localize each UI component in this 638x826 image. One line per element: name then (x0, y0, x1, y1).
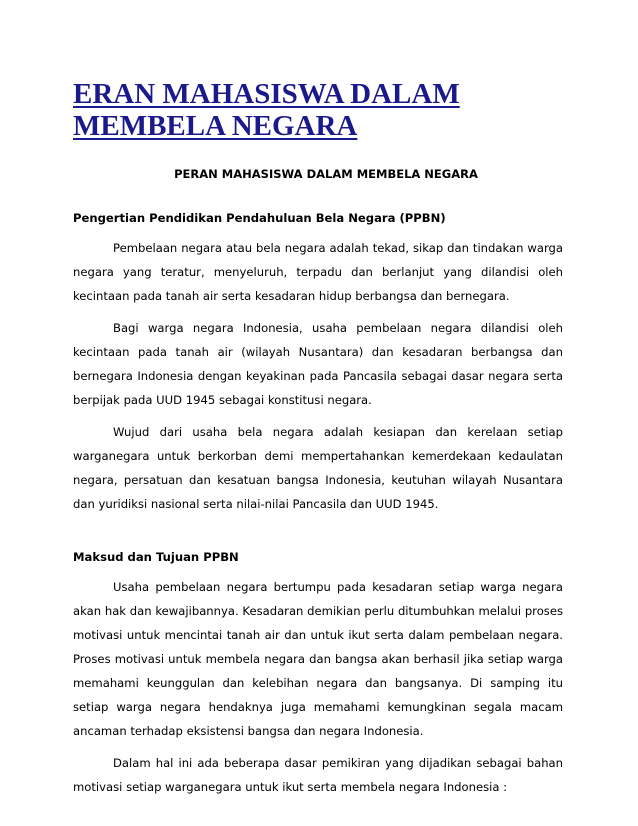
paragraph: Bagi warga negara Indonesia, usaha pembelaan negara dilandisi oleh kecintaan pada tanah air (wilayah Nusantara) dan kesadaran berbangsa dan bernegara Indonesia dengan keyakinan pada Pancasila sebagai dasar negara serta berpijak pada UUD 1945 sebagai konstitusi negara. (73, 321, 563, 407)
paragraph: Usaha pembelaan negara bertumpu pada kesadaran setiap warga negara akan hak dan kewajibannya. Kesadaran demikian perlu ditumbuhkan melalui proses motivasi untuk mencintai tanah air dan untuk ikut serta dalam pembelaan negara. Proses motivasi untuk membela negara dan bangsa akan berhasil jika setiap warga memahami keunggulan dan kelebihan negara dan bangsanya. Di samping itu setiap warga negara hendaknya juga memahami kemungkinan segala macam ancaman terhadap eksistensi bangsa dan negara Indonesia. (73, 580, 563, 738)
section-heading-maksud-tujuan: Maksud dan Tujuan PPBN (73, 550, 239, 564)
document-body (73, 210, 563, 799)
paragraph: Pembelaan negara atau bela negara adalah tekad, sikap dan tindakan warga negara yang teratur, menyeluruh, terpadu dan berlanjut yang dilandisi oleh kecintaan pada tanah air serta kesadaran hidup berbangsa dan bernegara. (73, 241, 563, 303)
paragraph: Dalam hal ini ada beberapa dasar pemikiran yang dijadikan sebagai bahan motivasi setiap warganegara untuk ikut serta membela negara Indonesia : (73, 756, 563, 794)
paragraph: Wujud dari usaha bela negara adalah kesiapan dan kerelaan setiap warganegara untuk berkorban demi mempertahankan kemerdekaan kedaulatan negara, persatuan dan kesatuan bangsa Indonesia, keutuhan wilayah Nusantara dan yuridiksi nasional serta nilai-nilai Pancasila dan UUD 1945. (73, 425, 563, 511)
document-title[interactable]: ERAN MAHASISWA DALAM MEMBELA NEGARA (73, 78, 460, 142)
section-heading-ppbn: Pengertian Pendidikan Pendahuluan Bela Negara (PPBN) (73, 211, 446, 225)
document-subtitle: PERAN MAHASISWA DALAM MEMBELA NEGARA (174, 167, 478, 181)
